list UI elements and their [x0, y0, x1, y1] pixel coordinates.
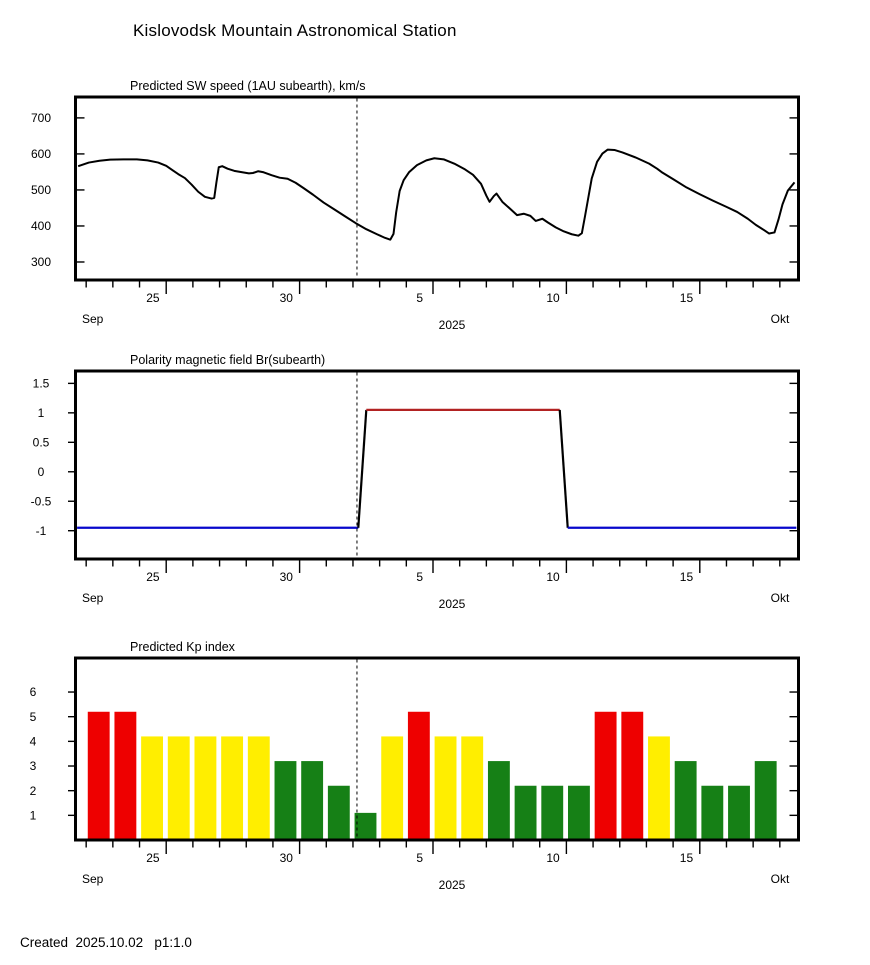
- kp-bar-2025-10-18: [755, 761, 777, 840]
- y-tick-label: 4: [29, 734, 37, 749]
- kp-bar-2025-10-13: [621, 712, 643, 840]
- x-tick-label: 10: [546, 570, 560, 584]
- y-tick-label: 5: [29, 709, 37, 724]
- kp-bar-2025-10-16: [701, 786, 723, 840]
- plot-frame: [76, 371, 799, 559]
- y-tick-label: 2: [29, 783, 37, 798]
- y-tick-label: 500: [30, 183, 52, 198]
- kp-bar-2025-10-14: [648, 736, 670, 840]
- x-tick-label: 25: [146, 851, 160, 865]
- x-tick-label: 25: [146, 291, 160, 305]
- chart-title: Predicted SW speed (1AU subearth), km/s: [130, 79, 366, 93]
- kp-bar-2025-09-29: [248, 736, 270, 840]
- kp-bar-2025-09-24: [114, 712, 136, 840]
- x-tick-label: 15: [679, 851, 694, 865]
- x-tick-label: 5: [416, 570, 424, 584]
- kp-bar-2025-10-06: [435, 736, 457, 840]
- x-tick-label: 15: [679, 570, 694, 584]
- kp-bar-2025-10-09: [515, 786, 537, 840]
- year-label: 2025: [438, 318, 466, 332]
- y-tick-label: 1: [37, 406, 45, 421]
- year-label: 2025: [438, 878, 466, 892]
- chart-title: Polarity magnetic field Br(subearth): [130, 353, 326, 367]
- month-label-right: Okt: [770, 872, 790, 886]
- polarity-segment-3: [560, 410, 568, 528]
- kp-bar-2025-10-15: [675, 761, 697, 840]
- y-tick-label: 1: [29, 808, 37, 823]
- kp-bar-2025-09-27: [194, 736, 216, 840]
- y-tick-label: 400: [30, 219, 52, 234]
- kp-bar-2025-09-23: [88, 712, 110, 840]
- sw-speed-line: [78, 150, 794, 240]
- kp-bar-2025-10-07: [461, 736, 483, 840]
- polarity-segment-1: [358, 410, 366, 528]
- chart-title: Predicted Kp index: [130, 640, 235, 654]
- y-tick-label: 700: [30, 111, 52, 126]
- kp-bar-2025-09-30: [275, 761, 297, 840]
- y-tick-label: 600: [30, 147, 52, 162]
- month-label-right: Okt: [770, 591, 790, 605]
- kp-bar-2025-10-03: [355, 813, 377, 840]
- month-label-left: Sep: [82, 312, 104, 326]
- x-tick-label: 5: [416, 291, 424, 305]
- month-label-right: Okt: [770, 312, 790, 326]
- created-line: Created 2025.10.02 p1:1.0: [20, 935, 192, 950]
- kp-bar-2025-09-25: [141, 736, 163, 840]
- kp-bar-2025-10-05: [408, 712, 430, 840]
- chart-2: [30, 640, 799, 892]
- y-tick-label: 1.5: [32, 376, 50, 391]
- x-tick-label: 10: [546, 851, 560, 865]
- kp-bar-2025-09-26: [168, 736, 190, 840]
- month-label-left: Sep: [82, 872, 104, 886]
- kp-bar-2025-10-12: [595, 712, 617, 840]
- chart-0: [31, 79, 799, 332]
- x-tick-label: 30: [279, 570, 293, 584]
- kp-bar-2025-10-02: [328, 786, 350, 840]
- year-label: 2025: [438, 597, 466, 611]
- y-tick-label: 3: [29, 759, 37, 774]
- x-tick-label: 5: [416, 851, 424, 865]
- kp-bar-2025-10-08: [488, 761, 510, 840]
- x-tick-label: 15: [679, 291, 694, 305]
- y-tick-label: 300: [30, 255, 52, 270]
- y-tick-label: -0.5: [30, 494, 52, 509]
- x-tick-label: 10: [546, 291, 560, 305]
- kp-bar-2025-10-01: [301, 761, 323, 840]
- y-tick-label: 6: [29, 685, 37, 700]
- x-tick-label: 25: [146, 570, 160, 584]
- kp-bar-2025-09-28: [221, 736, 243, 840]
- kp-bar-2025-10-11: [568, 786, 590, 840]
- y-tick-label: -1: [35, 523, 47, 538]
- kp-bar-2025-10-10: [541, 786, 563, 840]
- y-tick-label: 0.5: [32, 435, 50, 450]
- kp-bar-2025-10-04: [381, 736, 403, 840]
- y-tick-label: 0: [37, 464, 45, 479]
- page-title: Kislovodsk Mountain Astronomical Station: [133, 21, 457, 40]
- x-tick-label: 30: [279, 851, 293, 865]
- x-tick-label: 30: [279, 291, 293, 305]
- month-label-left: Sep: [82, 591, 104, 605]
- kp-bar-2025-10-17: [728, 786, 750, 840]
- chart-1: [31, 353, 799, 611]
